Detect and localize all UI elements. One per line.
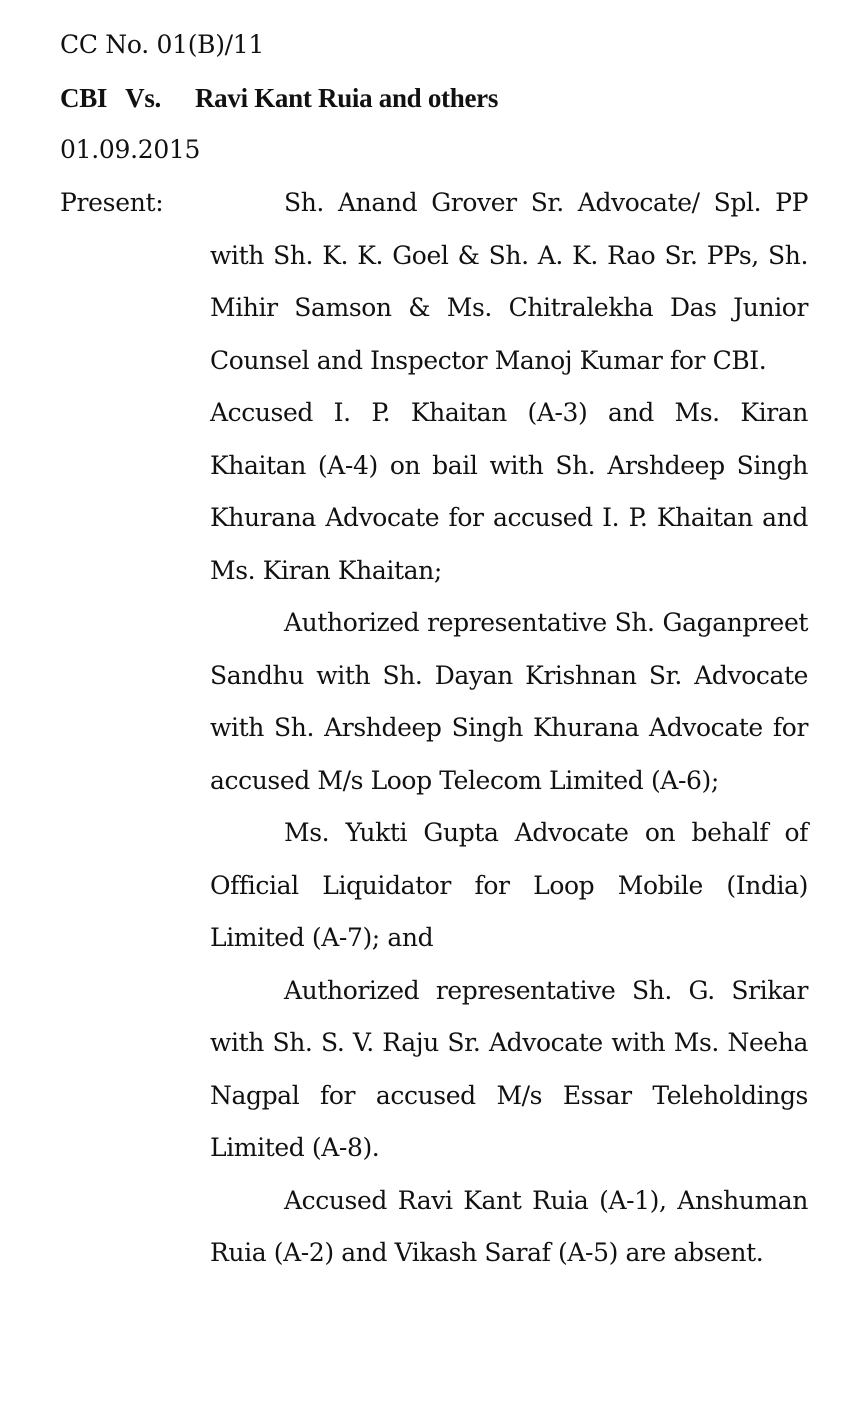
order-date: 01.09.2015 <box>60 135 201 164</box>
respondent-name: Ravi Kant Ruia and others <box>194 83 499 113</box>
appearance-paragraph-absent: Accused Ravi Kant Ruia (A-1), Anshuman Ruia (A-2) and Vikash Saraf (A-5) are absent. <box>210 1185 808 1267</box>
appearance-paragraph-loop-mobile: Ms. Yukti Gupta Advocate on behalf of Official Liquidator for Loop Mobile (India) Limited (A-7); and <box>210 818 808 952</box>
versus-label: Vs. <box>125 83 161 113</box>
appearances-section <box>210 177 808 1280</box>
appearance-paragraph-loop-telecom: Authorized representative Sh. Gaganpreet Sandhu with Sh. Dayan Krishnan Sr. Advocate with Sh. Arshdeep Singh Khurana Advocate for accused M/s Loop Telecom Limited (A-6); <box>210 608 808 795</box>
case-title <box>60 72 498 125</box>
present-label: Present: <box>60 188 164 217</box>
case-number: CC No. 01(B)/11 <box>60 30 265 59</box>
petitioner-name: CBI <box>60 83 108 113</box>
appearance-paragraph-khaitan: Accused I. P. Khaitan (A-3) and Ms. Kiran Khaitan (A-4) on bail with Sh. Arshdeep Singh Khurana Advocate for accused I. P. Khaitan and Ms. Kiran Khaitan; <box>210 398 808 585</box>
appearance-paragraph-essar: Authorized representative Sh. G. Srikar with Sh. S. V. Raju Sr. Advocate with Ms. Neeha Nagpal for accused M/s Essar Teleholdings Limited (A-8). <box>210 975 808 1162</box>
appearance-paragraph-prosecution: Sh. Anand Grover Sr. Advocate/ Spl. PP with Sh. K. K. Goel & Sh. A. K. Rao Sr. PPs, Sh. Mihir Samson & Ms. Chitralekha Das Junior Counsel and Inspector Manoj Kumar for CBI. <box>210 188 808 375</box>
